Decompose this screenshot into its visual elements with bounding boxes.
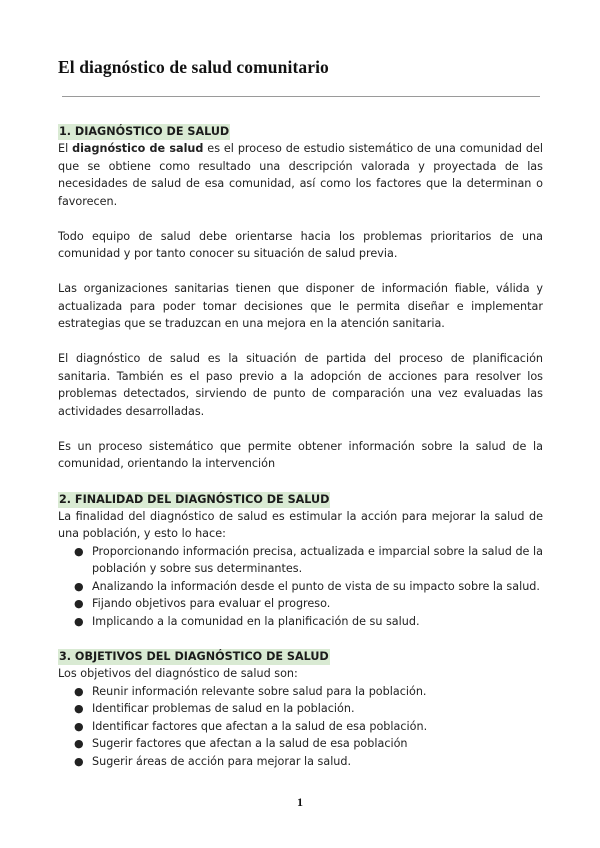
bullet-list: [58, 683, 543, 771]
paragraph: Todo equipo de salud debe orientarse hacia los problemas prioritarios de una comunidad y por tanto conocer su situación de salud previa.: [58, 229, 543, 260]
page-number: 1: [297, 795, 303, 809]
paragraph: Los objetivos del diagnóstico de salud son:: [58, 667, 298, 680]
bullet-icon: ●: [74, 544, 84, 558]
list-item: ● Sugerir factores que afectan a la salud de esa población: [92, 735, 543, 753]
list-item: ● Proporcionando información precisa, actualizada e imparcial sobre la salud de la población y sobre sus determinantes.: [74, 544, 543, 575]
bullet-icon: ●: [74, 719, 84, 733]
list-item: ● Analizando la información desde el punto de vista de su impacto sobre la salud.: [92, 578, 543, 596]
bullet-list: [58, 543, 543, 631]
paragraph: La finalidad del diagnóstico de salud es estimular la acción para mejorar la salud de una población, y esto lo hace:: [58, 509, 543, 540]
bullet-icon: ●: [74, 702, 84, 715]
list-item: ● Fijando objetivos para evaluar el progreso.: [92, 595, 543, 613]
paragraph: Las organizaciones sanitarias tienen que disponer de información fiable, válida y actualizada para poder tomar decisiones que le permita diseñar e implementar estrategias que se traduzcan en una mejora en la atención sanitaria.: [58, 282, 543, 330]
section-heading: 3. OBJETIVOS DEL DIAGNÓSTICO DE SALUD: [59, 650, 329, 663]
section-heading: 2. FINALIDAD DEL DIAGNÓSTICO DE SALUD: [59, 492, 330, 506]
list-item: ● Identificar factores que afectan a la salud de esa población.: [92, 718, 543, 736]
paragraph: Es un proceso sistemático que permite obtener información sobre la salud de la comunidad, orientando la intervención: [58, 439, 543, 470]
section-finalidad: [58, 488, 543, 631]
paragraph: El diagnóstico de salud es la situación de partida del proceso de planificación sanitaria. También es el paso previo a la adopción de acciones para resolver los problemas detectados, sirviendo de punto de comparación una vez evaluadas las actividades desarrolladas.: [58, 352, 543, 418]
bullet-icon: ●: [74, 614, 84, 628]
bullet-icon: ●: [74, 754, 84, 768]
list-item: ● Identificar problemas de salud en la población.: [92, 700, 543, 718]
list-item: ● Sugerir áreas de acción para mejorar la salud.: [92, 753, 543, 771]
document-body: [58, 120, 543, 770]
section-diagnostico: [58, 120, 543, 473]
page-title: El diagnóstico de salud comunitario: [58, 57, 329, 77]
section-heading: 1. DIAGNÓSTICO DE SALUD: [59, 125, 230, 138]
bold-term: diagnóstico de salud: [72, 142, 204, 155]
list-item: ● Reunir información relevante sobre salud para la población.: [92, 683, 543, 701]
bullet-icon: ●: [74, 737, 84, 750]
bullet-icon: ●: [74, 684, 84, 698]
bullet-icon: ●: [74, 579, 84, 593]
list-item: ● Implicando a la comunidad en la planificación de su salud.: [92, 613, 543, 631]
section-objetivos: [58, 645, 543, 770]
paragraph: El diagnóstico de salud es el proceso de estudio sistemático de una comunidad del que se obtiene como resultado una descripción valorada y proyectada de las necesidades de salud de esa comunidad, así como los factores que la determinan o favorecen.: [58, 142, 544, 208]
bullet-icon: ●: [74, 597, 84, 610]
title-divider: [62, 96, 540, 97]
